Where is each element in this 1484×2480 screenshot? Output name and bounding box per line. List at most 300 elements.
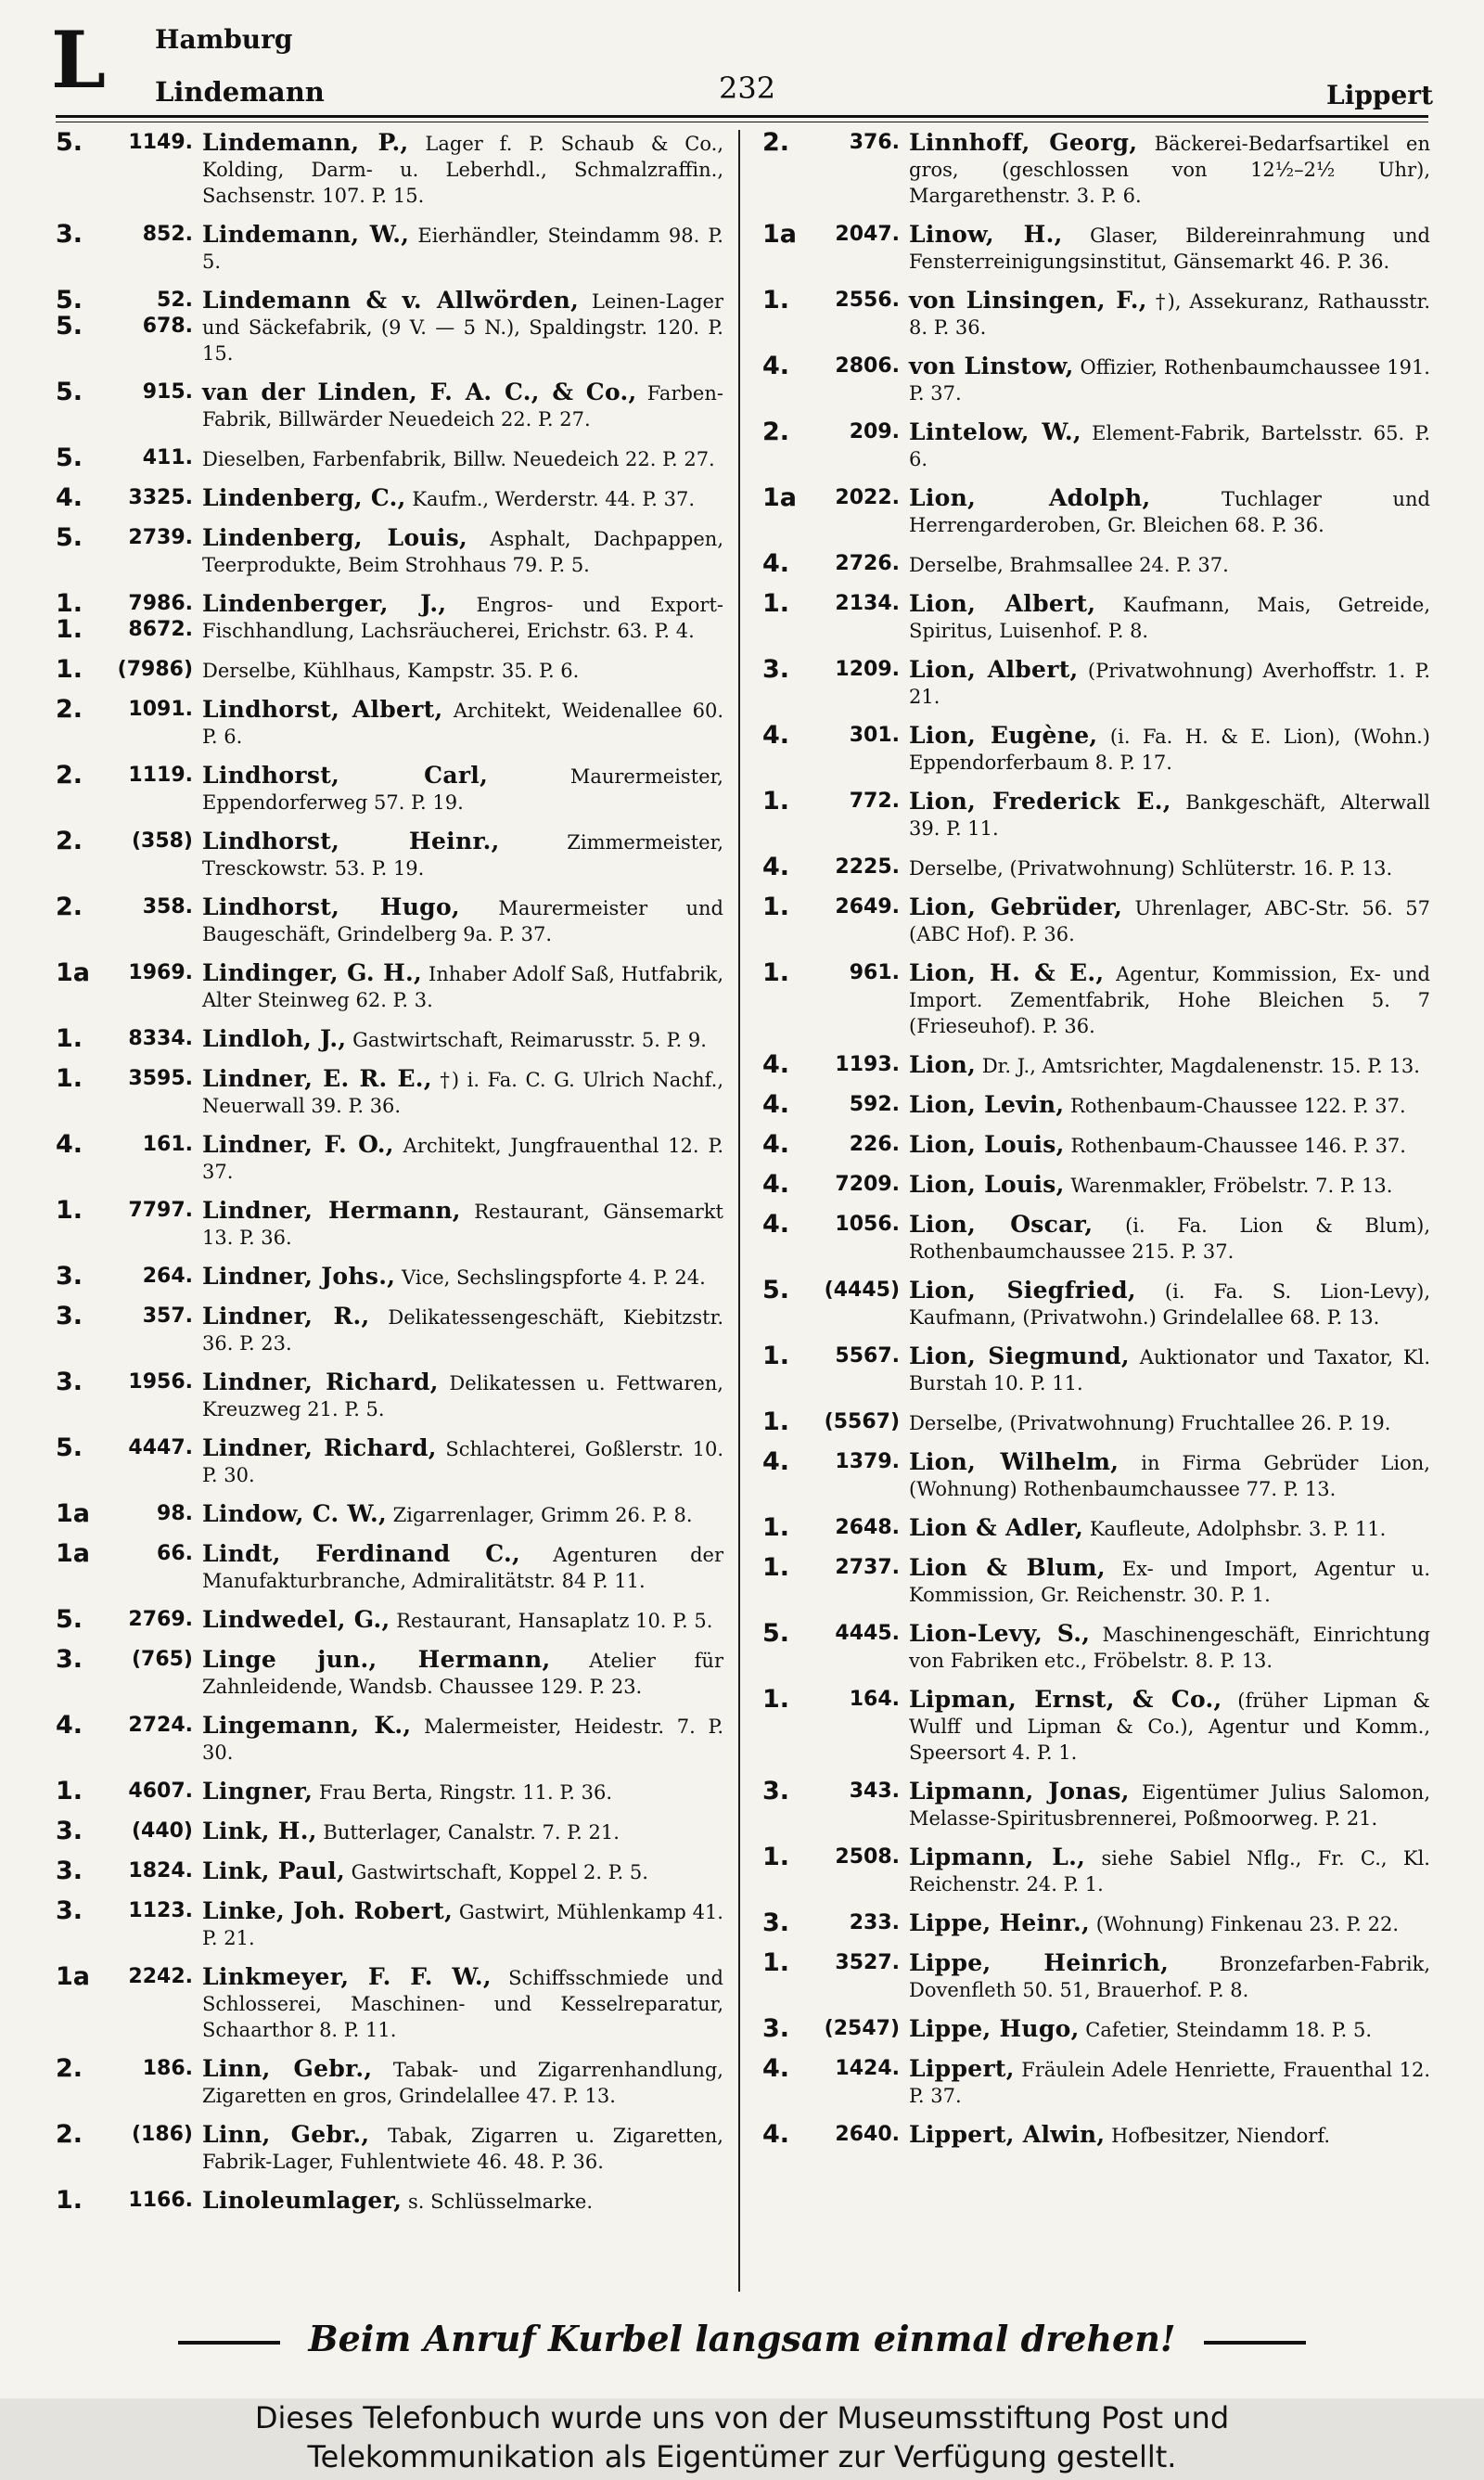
entry-details: Auktionator und Taxator, Kl. Burstah 10. P. 11. — [909, 1346, 1430, 1394]
entry-details: Leinen-Lager und Säckefabrik, (9 V. — 5 N.), Spaldingstr. 120. P. 15. — [202, 290, 723, 365]
entry-body — [909, 130, 1430, 209]
entry-class: 1. — [762, 1342, 790, 1370]
entry-body — [909, 2122, 1430, 2149]
entry-details: Maschinengeschäft, Einrichtung von Fabriken etc., Fröbelstr. 8. P. 13. — [909, 1624, 1430, 1672]
entry-body — [909, 2016, 1430, 2043]
directory-entry — [762, 591, 1430, 644]
entry-name: Lindinger, G. H., — [202, 959, 423, 986]
entry-class: 4. — [762, 1210, 790, 1239]
entry-class: 1. — [56, 1064, 83, 1093]
entry-class: 5. — [56, 378, 83, 406]
directory-entry — [56, 1607, 723, 1634]
entry-body — [909, 1555, 1430, 1608]
directory-entry — [56, 379, 723, 432]
directory-entry — [762, 1779, 1430, 1831]
entry-name: Link, H., — [202, 1818, 317, 1844]
directory-entry — [762, 1172, 1430, 1199]
directory-entry — [56, 591, 723, 644]
entry-class: 1. — [762, 893, 790, 921]
entry-body — [909, 1515, 1430, 1542]
entry-body — [909, 1172, 1430, 1199]
entry-details: Eierhändler, Steindamm 98. P. 5. — [202, 225, 723, 273]
entry-class: 3. — [56, 1896, 83, 1925]
entry-number: (5567) — [824, 1410, 900, 1433]
directory-entry — [56, 1964, 723, 2043]
entry-class: 1. — [56, 655, 83, 684]
directory-entry — [56, 1779, 723, 1805]
slogan-text: Beim Anruf Kurbel langsam einmal drehen! — [308, 2318, 1176, 2359]
entry-details: Architekt, Weidenallee 60. P. 6. — [202, 700, 723, 748]
entry-body — [202, 1304, 723, 1356]
directory-entry — [56, 657, 723, 684]
directory-entry — [762, 222, 1430, 275]
entry-body — [202, 288, 723, 366]
entry-number: (440) — [131, 1819, 193, 1843]
entry-name: Linoleumlager, — [202, 2187, 403, 2214]
entry-name: Lindow, C. W., — [202, 1500, 387, 1527]
entry-class: 1. — [762, 1553, 790, 1582]
directory-entry — [56, 2056, 723, 2109]
entry-name: Linn, Gebr., — [202, 2055, 373, 2082]
directory-entry — [56, 894, 723, 947]
directory-entry — [56, 1647, 723, 1700]
entry-body — [202, 697, 723, 750]
entry-body — [202, 2056, 723, 2109]
entry-name: Lindwedel, G., — [202, 1606, 390, 1633]
entry-details: Maurermeister, Eppendorferweg 57. P. 19. — [202, 765, 723, 814]
entry-number: 358. — [142, 895, 193, 919]
entry-class: 2. — [56, 893, 83, 921]
entry-number: 8334. — [128, 1027, 193, 1050]
entry-number: 2739. — [128, 526, 193, 549]
entry-body — [202, 1898, 723, 1951]
entry-details: (Privatwohnung) Averhoffstr. 1. P. 21. — [909, 660, 1430, 708]
directory-entry — [762, 130, 1430, 209]
entry-details: s. Schlüsselmarke. — [407, 2191, 594, 2213]
entry-number: 3325. — [128, 486, 193, 509]
directory-entry — [762, 353, 1430, 406]
entry-body — [202, 2122, 723, 2175]
entry-name: Lindemann & v. Allwörden, — [202, 287, 580, 314]
entry-body — [202, 1818, 723, 1845]
directory-entry — [56, 445, 723, 472]
entry-name: Lindner, F. O., — [202, 1131, 394, 1158]
entry-body — [202, 1964, 723, 2043]
entry-details: Zigarrenlager, Grimm 26. P. 8. — [392, 1504, 693, 1526]
entry-details: Rothenbaum-Chaussee 146. P. 37. — [1070, 1135, 1406, 1157]
entry-number: 2134. — [835, 592, 900, 615]
entry-body — [202, 1607, 723, 1634]
entry-class: 5. 5. — [56, 286, 83, 341]
entry-details: (Wohnung) Finkenau 23. P. 22. — [1095, 1913, 1400, 1935]
entry-class: 5. — [56, 1605, 83, 1634]
entry-body — [909, 657, 1430, 710]
entry-body — [202, 960, 723, 1013]
directory-entry — [56, 1501, 723, 1528]
entry-details: Restaurant, Gänsemarkt 13. P. 36. — [202, 1201, 723, 1249]
directory-entry — [762, 1278, 1430, 1330]
entry-class: 1. — [762, 958, 790, 987]
entry-class: 1. — [762, 1407, 790, 1436]
entry-details: Gastwirt, Mühlenkamp 41. P. 21. — [202, 1901, 723, 1949]
entry-body — [202, 379, 723, 432]
directory-entry — [56, 485, 723, 512]
entry-class: 3. — [56, 1302, 83, 1330]
entry-number: 2225. — [835, 855, 900, 879]
entry-number: 357. — [142, 1304, 193, 1328]
entry-number: 301. — [849, 724, 900, 747]
entry-details: Tuchlager und Herrengarderoben, Gr. Bleichen 68. P. 36. — [909, 488, 1430, 536]
entry-body — [202, 1264, 723, 1291]
entry-details: Element-Fabrik, Bartelsstr. 65. P. 6. — [909, 422, 1430, 470]
entry-name: Lintelow, W., — [909, 418, 1081, 445]
header-rule — [56, 115, 1428, 118]
entry-details: Dieselben, Farbenfabrik, Billw. Neuedeich 22. P. 27. — [202, 448, 715, 470]
entry-class: 3. — [762, 2014, 790, 2043]
entry-number: 2726. — [835, 552, 900, 575]
entry-class: 2. — [56, 2120, 83, 2149]
entry-details: Delikatessen u. Fettwaren, Kreuzweg 21. P. 5. — [202, 1372, 723, 1420]
entry-body — [909, 1449, 1430, 1502]
entry-name: Lion, Albert, — [909, 656, 1079, 683]
entry-details: Gastwirtschaft, Koppel 2. P. 5. — [351, 1861, 648, 1883]
entry-number: 2648. — [835, 1516, 900, 1539]
entry-class: 1a — [56, 958, 91, 987]
entry-name: Lion, Siegfried, — [909, 1277, 1136, 1304]
entry-class: 5. — [56, 523, 83, 552]
entry-body — [202, 1026, 723, 1053]
entry-number: 343. — [849, 1780, 900, 1803]
last-entry-keyword: Lippert — [1326, 80, 1433, 110]
directory-entry — [56, 2188, 723, 2215]
entry-number: 961. — [849, 961, 900, 984]
entry-name: Lion & Blum, — [909, 1554, 1106, 1581]
entry-number: 2806. — [835, 354, 900, 378]
entry-body — [909, 1278, 1430, 1330]
page-header — [51, 14, 1433, 121]
entry-details: Cafetier, Steindamm 18. P. 5. — [1085, 2019, 1373, 2041]
entry-details: Rothenbaum-Chaussee 122. P. 37. — [1070, 1095, 1406, 1117]
entry-body — [909, 1343, 1430, 1396]
entry-details: (i. Fa. H. & E. Lion), (Wohn.) Eppendorferbaum 8. P. 17. — [909, 726, 1430, 774]
entry-details: Atelier für Zahnleidende, Wandsb. Chaussee 129. P. 23. — [202, 1650, 723, 1698]
entry-body — [202, 1713, 723, 1766]
directory-entry — [56, 2122, 723, 2175]
directory-entry — [762, 1212, 1430, 1265]
entry-number: (186) — [131, 2123, 193, 2146]
entry-body — [909, 1950, 1430, 2003]
entry-number: 2022. — [835, 486, 900, 509]
entry-number: 2769. — [128, 1608, 193, 1631]
entry-class: 2. — [56, 761, 83, 790]
entry-number: 4447. — [128, 1436, 193, 1459]
directory-entry — [56, 525, 723, 578]
city-name: Hamburg — [155, 24, 293, 55]
entry-class: 1. — [56, 1196, 83, 1225]
entry-name: Lindhorst, Carl, — [202, 762, 489, 789]
entry-class: 3. — [56, 1645, 83, 1674]
directory-entry — [56, 1898, 723, 1951]
column-divider — [738, 130, 740, 2292]
entry-body — [202, 1369, 723, 1422]
entry-number: 1166. — [128, 2189, 193, 2212]
entry-number: 2242. — [128, 1965, 193, 1988]
directory-entry — [56, 1818, 723, 1845]
entry-name: Link, Paul, — [202, 1857, 345, 1884]
entry-body — [202, 1501, 723, 1528]
directory-entry — [762, 288, 1430, 341]
entry-body — [909, 1092, 1430, 1119]
entry-class: 5. — [56, 443, 83, 472]
entry-body — [909, 723, 1430, 776]
entry-name: Lindemann, P., — [202, 129, 409, 156]
entry-name: Lippert, — [909, 2055, 1015, 2082]
entry-name: Linke, Joh. Robert, — [202, 1897, 454, 1924]
entry-class: 1. 1. — [56, 589, 83, 644]
entry-details: Agenturen der Manufakturbranche, Admiralitätstr. 84 P. 11. — [202, 1544, 723, 1592]
caption-line-1: Dieses Telefonbuch wurde uns von der Museumsstiftung Post und — [254, 2400, 1230, 2435]
entry-class: 3. — [56, 1368, 83, 1396]
directory-entry — [56, 1304, 723, 1356]
entry-name: Lion, Wilhelm, — [909, 1448, 1119, 1475]
entry-class: 2. — [56, 2054, 83, 2083]
entry-details: Dr. J., Amtsrichter, Magdalenenstr. 15. P. 13. — [981, 1055, 1420, 1077]
entry-class: 5. — [762, 1619, 790, 1648]
entry-details: Restaurant, Hansaplatz 10. P. 5. — [396, 1610, 713, 1632]
entry-details: Vice, Sechslingspforte 4. P. 24. — [401, 1266, 706, 1289]
entry-class: 4. — [762, 1050, 790, 1079]
entry-class: 2. — [56, 695, 83, 724]
entry-body — [202, 763, 723, 816]
entry-name: Lindner, Johs., — [202, 1263, 396, 1290]
entry-details: (i. Fa. S. Lion-Levy), Kaufmann, (Privatwohn.) Grindelallee 68. P. 13. — [909, 1280, 1430, 1329]
entry-class: 1. — [762, 589, 790, 618]
slogan-rule-right — [1204, 2341, 1306, 2345]
entry-name: Lion, Louis, — [909, 1171, 1065, 1198]
directory-entry — [762, 1449, 1430, 1502]
entry-body — [202, 485, 723, 512]
entry-name: Lindhorst, Albert, — [202, 696, 443, 723]
entry-class: 1. — [762, 286, 790, 315]
entry-class: 1. — [762, 1948, 790, 1977]
entry-name: Lingemann, K., — [202, 1712, 412, 1739]
entry-details: Malermeister, Heidestr. 7. P. 30. — [202, 1715, 723, 1764]
directory-entry — [56, 1066, 723, 1119]
entry-name: Lion & Adler, — [909, 1514, 1084, 1541]
entry-details: Lager f. P. Schaub & Co., Kolding, Darm- u. Leberhdl., Schmalzraffin., Sachsenstr. 107. P. 15. — [202, 133, 723, 207]
entry-body — [909, 1910, 1430, 1937]
entry-number: 1193. — [835, 1053, 900, 1076]
directory-entry — [56, 1435, 723, 1488]
entry-class: 5. — [56, 128, 83, 157]
entry-name: Lion, Levin, — [909, 1091, 1065, 1118]
entry-name: Lipman, Ernst, & Co., — [909, 1686, 1222, 1713]
entry-number: 7209. — [835, 1173, 900, 1196]
entry-name: Lion, Oscar, — [909, 1211, 1094, 1238]
entry-details: Delikatessengeschäft, Kiebitzstr. 36. P. 23. — [202, 1306, 723, 1355]
directory-entry — [56, 1132, 723, 1185]
entry-name: van der Linden, F. A. C., & Co., — [202, 379, 637, 405]
entry-body — [202, 894, 723, 947]
directory-entry — [56, 1198, 723, 1251]
entry-name: Lippert, Alwin, — [909, 2121, 1106, 2148]
directory-entry — [762, 2056, 1430, 2109]
entry-number: 2737. — [835, 1556, 900, 1579]
caption-line-2: Telekommunikation als Eigentümer zur Verfügung gestellt. — [307, 2439, 1177, 2474]
entry-class: 1. — [56, 1777, 83, 1805]
entry-class: 4. — [762, 2120, 790, 2149]
entry-body — [202, 1541, 723, 1594]
entry-class: 1a — [762, 483, 798, 512]
entry-details: Bäckerei-Bedarfsartikel en gros, (geschlossen von 12½–2½ Uhr), Margarethenstr. 3. P. 6. — [909, 133, 1430, 207]
entry-number: 1149. — [128, 131, 193, 154]
entry-details: Architekt, Jungfrauenthal 12. P. 37. — [202, 1135, 723, 1183]
entry-class: 4. — [56, 1711, 83, 1740]
entry-details: (früher Lipman & Wulff und Lipman & Co.), Agentur und Komm., Speersort 4. P. 1. — [909, 1690, 1430, 1764]
entry-details: Ex- und Import, Agentur u. Kommission, Gr. Reichenstr. 30. P. 1. — [909, 1558, 1430, 1606]
entry-details: Farben-Fabrik, Billwärder Neuedeich 22. P. 27. — [202, 382, 723, 430]
entry-details: Gastwirtschaft, Reimarusstr. 5. P. 9. — [352, 1029, 707, 1051]
directory-entry — [56, 222, 723, 275]
entry-number: 772. — [849, 790, 900, 813]
entry-number: 376. — [849, 131, 900, 154]
entry-number: 2724. — [128, 1714, 193, 1737]
entry-number: 226. — [849, 1133, 900, 1156]
entry-details: Schiffsschmiede und Schlosserei, Maschinen- und Kesselreparatur, Schaarthor 8. P. 11. — [202, 1967, 723, 2041]
entry-number: 66. — [157, 1542, 193, 1565]
directory-entry — [762, 723, 1430, 776]
entry-name: Lindhorst, Heinr., — [202, 828, 500, 855]
entry-class: 4. — [762, 1130, 790, 1159]
entry-number: 5567. — [835, 1344, 900, 1368]
footer-slogan — [0, 2318, 1484, 2359]
entry-number: 1424. — [835, 2057, 900, 2080]
entry-number: 7797. — [128, 1199, 193, 1222]
right-column — [762, 130, 1430, 2162]
entry-details: (i. Fa. Lion & Blum), Rothenbaumchaussee 215. P. 37. — [909, 1214, 1430, 1263]
entry-body — [202, 1198, 723, 1251]
directory-entry — [762, 657, 1430, 710]
entry-name: Lion-Levy, S., — [909, 1620, 1091, 1647]
entry-details: Derselbe, Kühlhaus, Kampstr. 35. P. 6. — [202, 660, 580, 682]
entry-body — [909, 222, 1430, 275]
entry-class: 4. — [762, 549, 790, 578]
entry-details: Inhaber Adolf Saß, Hutfabrik, Alter Steinweg 62. P. 3. — [202, 963, 723, 1011]
entry-details: Butterlager, Canalstr. 7. P. 21. — [323, 1821, 620, 1844]
entry-class: 1a — [56, 1539, 91, 1568]
entry-number: 264. — [142, 1265, 193, 1288]
directory-entry — [762, 1052, 1430, 1079]
entry-class: 3. — [762, 1908, 790, 1937]
directory-entry — [762, 1343, 1430, 1396]
entry-name: Lippe, Heinrich, — [909, 1949, 1170, 1976]
directory-entry — [762, 1910, 1430, 1937]
directory-entry — [762, 485, 1430, 538]
entry-body — [909, 1621, 1430, 1674]
entry-details: Asphalt, Dachpappen, Teerprodukte, Beim Strohhaus 79. P. 5. — [202, 528, 723, 576]
directory-entry — [762, 419, 1430, 472]
entry-class: 4. — [56, 1130, 83, 1159]
entry-body — [202, 1858, 723, 1885]
section-letter: L — [51, 14, 107, 106]
directory-entry — [56, 1026, 723, 1053]
directory-entry — [762, 551, 1430, 578]
entry-number: 915. — [142, 380, 193, 404]
entry-details: Eigentümer Julius Salomon, Melasse-Spiritusbrennerei, Poßmoorweg. P. 21. — [909, 1781, 1430, 1830]
entry-name: Lingner, — [202, 1778, 313, 1805]
first-entry-keyword: Lindemann — [155, 76, 325, 108]
directory-entry — [56, 829, 723, 881]
entry-body — [909, 1844, 1430, 1897]
entry-class: 2. — [762, 418, 790, 446]
entry-class: 1a — [56, 1499, 91, 1528]
entry-details: Zimmermeister, Tresckowstr. 53. P. 19. — [202, 831, 723, 880]
entry-details: †) i. Fa. C. G. Ulrich Nachf., Neuerwall 39. P. 36. — [202, 1069, 723, 1117]
entry-body — [202, 525, 723, 578]
entry-number: (765) — [131, 1648, 193, 1671]
entry-details: Offizier, Rothenbaumchaussee 191. P. 37. — [909, 356, 1430, 405]
entry-name: Lion, Gebrüder, — [909, 893, 1123, 920]
entry-class: 4. — [56, 483, 83, 512]
directory-entry — [762, 1132, 1430, 1159]
entry-number: 52. 678. — [142, 289, 193, 338]
directory-entry — [762, 1687, 1430, 1766]
entry-body — [909, 551, 1430, 578]
archive-caption — [0, 2398, 1484, 2480]
directory-entry — [762, 894, 1430, 947]
entry-name: Lindner, R., — [202, 1303, 370, 1330]
entry-body — [202, 657, 723, 684]
entry-details: Schlachterei, Goßlerstr. 10. P. 30. — [202, 1438, 723, 1486]
directory-entry — [762, 2122, 1430, 2149]
entry-class: 3. — [56, 1817, 83, 1845]
directory-entry — [56, 1858, 723, 1885]
entry-details: †), Assekuranz, Rathausstr. 8. P. 36. — [909, 290, 1430, 339]
entry-number: 592. — [849, 1093, 900, 1116]
entry-name: Lippe, Heinr., — [909, 1909, 1091, 1936]
entry-number: (4445) — [824, 1279, 900, 1302]
entry-name: Linnhoff, Georg, — [909, 129, 1138, 156]
entry-class: 2. — [56, 827, 83, 855]
entry-name: Lipmann, Jonas, — [909, 1778, 1130, 1805]
directory-entry — [762, 1555, 1430, 1608]
entry-number: 3527. — [835, 1951, 900, 1974]
entry-name: Lion, Siegmund, — [909, 1343, 1130, 1369]
entry-body — [202, 222, 723, 275]
entry-name: Lindenberger, J., — [202, 590, 447, 617]
entry-details: Fräulein Adele Henriette, Frauenthal 12. P. 37. — [909, 2059, 1430, 2107]
entry-number: 3595. — [128, 1067, 193, 1090]
entry-body — [202, 1779, 723, 1805]
entry-class: 3. — [762, 655, 790, 684]
entry-details: Hofbesitzer, Niendorf. — [1111, 2125, 1331, 2147]
entry-details: Agentur, Kommission, Ex- und Import. Zementfabrik, Hohe Bleichen 5. 7 (Frieseuhof). P. 36. — [909, 963, 1430, 1037]
entry-details: Bronzefarben-Fabrik, Dovenfleth 50. 51, Brauerhof. P. 8. — [909, 1953, 1430, 2001]
entry-details: Frau Berta, Ringstr. 11. P. 36. — [318, 1781, 612, 1804]
entry-number: 186. — [142, 2057, 193, 2080]
entry-name: Linow, H., — [909, 221, 1063, 248]
entry-number: 2047. — [835, 223, 900, 246]
directory-entry — [762, 2016, 1430, 2043]
entry-details: Maurermeister und Baugeschäft, Grindelberg 9a. P. 37. — [202, 897, 723, 945]
entry-body — [909, 1132, 1430, 1159]
entry-details: siehe Sabiel Nflg., Fr. C., Kl. Reichenstr. 24. P. 1. — [909, 1847, 1430, 1895]
entry-details: Derselbe, (Privatwohnung) Schlüterstr. 16. P. 13. — [909, 857, 1393, 880]
entry-name: Lion, Louis, — [909, 1131, 1065, 1158]
entry-number: (7986) — [117, 658, 193, 681]
directory-entry — [56, 697, 723, 750]
entry-name: Lion, — [909, 1051, 977, 1078]
